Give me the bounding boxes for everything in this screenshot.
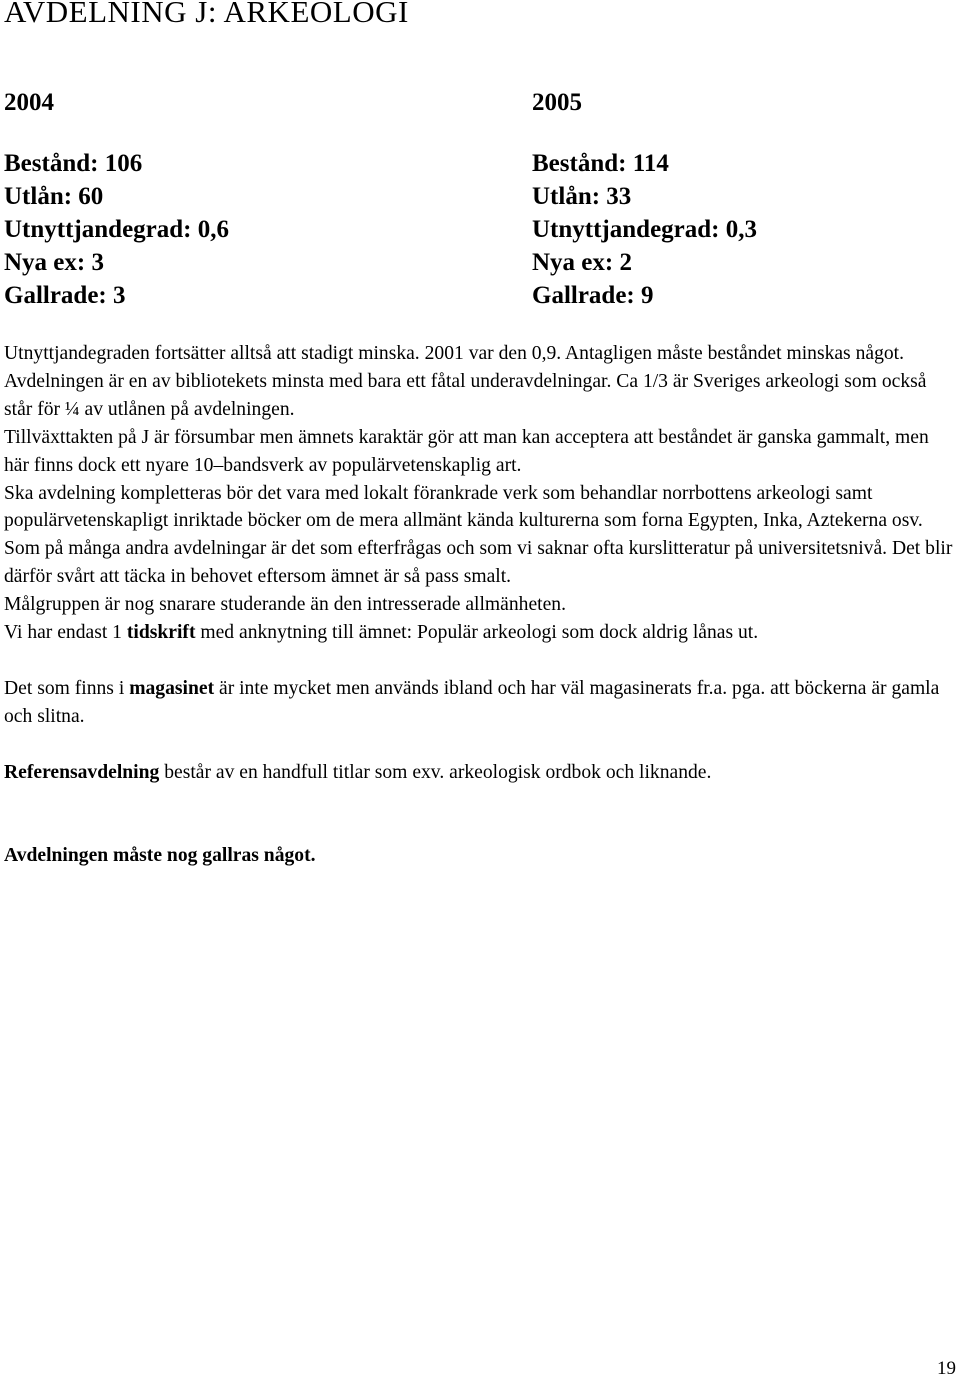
stats-2004 — [4, 86, 229, 312]
paragraph-avdelningen: Avdelningen är en av bibliotekets minsta med bara ett fåtal underavdelningar. Ca 1/3 är Sveriges arkeologi som också står för ¼ av utlånen på avdelningen. — [4, 370, 927, 420]
referensavdelning-keyword: Referensavdelning — [4, 761, 160, 783]
paragraph-magasinet: Det som finns i magasinet är inte mycket men används ibland och har väl magasinerats fr.a. pga. att böckerna är gamla och slitna. — [4, 677, 940, 727]
stat-utlan: Utlån: 33 — [532, 183, 632, 210]
stat-nya-ex: Nya ex: 2 — [532, 249, 632, 276]
page-number: 19 — [937, 1358, 956, 1379]
paragraph-utnyttjandegrad: Utnyttjandegraden fortsätter alltså att stadigt minska. 2001 var den 0,9. Antagligen måste beståndet minskas något. — [4, 343, 905, 364]
stat-bestand: Bestånd: 106 — [4, 150, 143, 177]
year-label: 2004 — [4, 89, 54, 116]
stat-gallrade: Gallrade: 3 — [4, 282, 126, 309]
paragraph-komplettering: Ska avdelning kompletteras bör det vara med lokalt förankrade verk som behandlar norrbottens arkeologi samt populärvetenskapligt inriktade böcker om de mera allmänt kända kulturerna som forna Egypten, Inka, Aztekerna osv. — [4, 482, 923, 532]
stat-gallrade: Gallrade: 9 — [532, 282, 654, 309]
magasinet-keyword: magasinet — [129, 677, 215, 699]
page-title: AVDELNING J: ARKEOLOGI — [4, 0, 409, 29]
stat-utnyttjandegrad: Utnyttjandegrad: 0,6 — [4, 216, 229, 243]
paragraph-tidskrift: Vi har endast 1 tidskrift med anknytning till ämnet: Populär arkeologi som dock aldrig lånas ut. — [4, 622, 759, 644]
tidskrift-keyword: tidskrift — [126, 622, 196, 644]
paragraph-kurslitteratur: Som på många andra avdelningar är det som efterfrågas och som vi saknar ofta kurslitteratur på universitetsnivå. Det blir därför svårt att täcka in behovet eftersom ämnet är så pass smalt. — [4, 538, 953, 588]
paragraph-conclusion: Avdelningen måste nog gallras något. — [4, 845, 316, 867]
stat-utlan: Utlån: 60 — [4, 183, 104, 210]
stats-2005 — [532, 86, 757, 312]
stat-bestand: Bestånd: 114 — [532, 150, 669, 177]
stat-nya-ex: Nya ex: 3 — [4, 249, 104, 276]
body-text — [4, 340, 954, 870]
paragraph-malgrupp: Målgruppen är nog snarare studerande än den intresserade allmänheten. — [4, 594, 566, 616]
paragraph-referensavdelning: Referensavdelning består av en handfull titlar som exv. arkeologisk ordbok och liknande. — [4, 761, 712, 783]
paragraph-tillvaxttakten: Tillväxttakten på J är försumbar men ämnets karaktär gör att man kan acceptera att beståndet är ganska gammalt, men här finns dock ett nyare 10–bandsverk av populärvetenskaplig art. — [4, 426, 929, 476]
stat-utnyttjandegrad: Utnyttjandegrad: 0,3 — [532, 216, 757, 243]
year-label: 2005 — [532, 89, 582, 116]
